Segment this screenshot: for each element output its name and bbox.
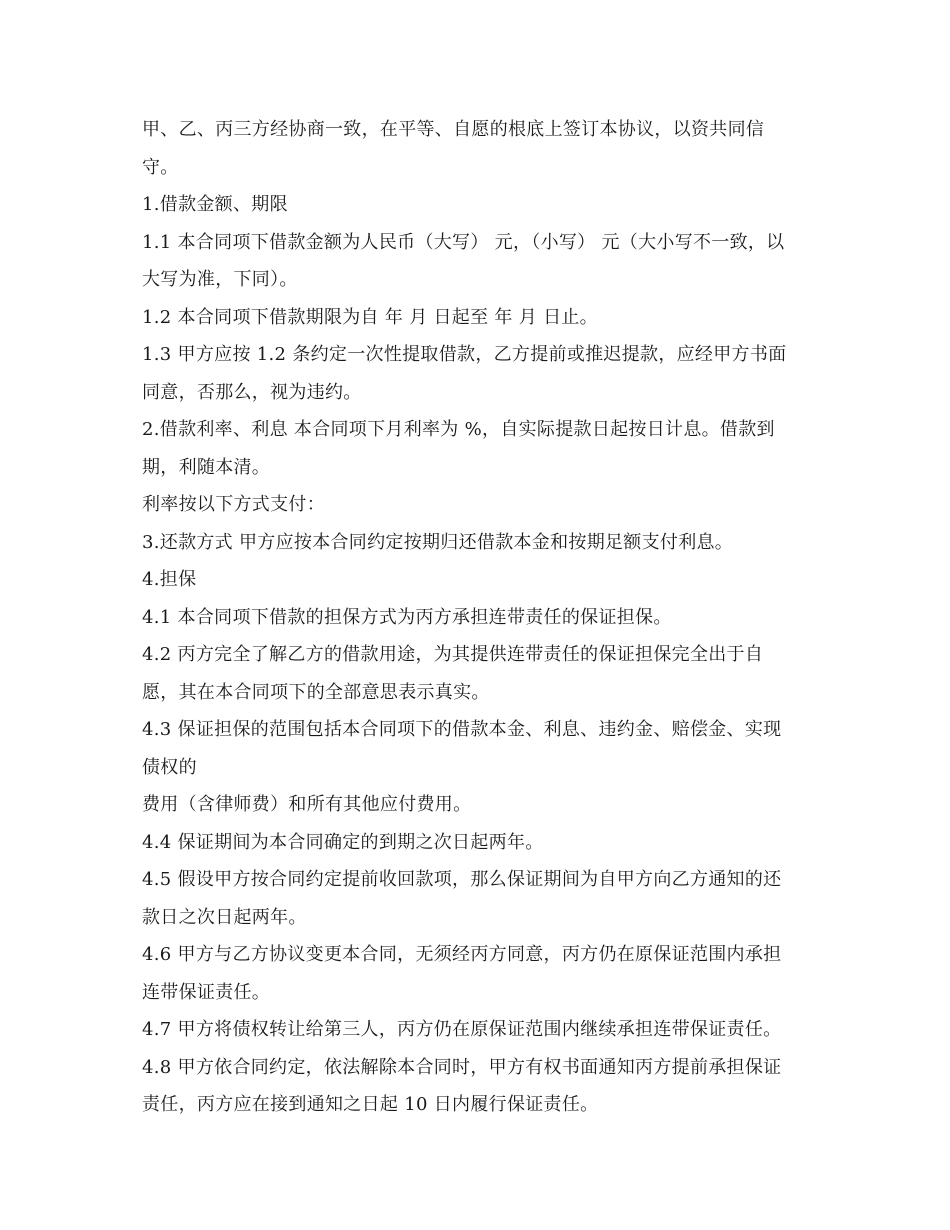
text-line: 4.7 甲方将债权转让给第三人，丙方仍在原保证范围内继续承担连带保证责任。 <box>142 1019 782 1040</box>
text-line: 4.5 假设甲方按合同约定提前收回款项，那么保证期间为自甲方向乙方通知的还 <box>142 869 782 890</box>
text-line: 1.2 本合同项下借款期限为自 年 月 日起至 年 月 日止。 <box>142 306 598 328</box>
text-line: 期，利随本清。 <box>142 456 271 478</box>
text-line: 守。 <box>142 156 179 178</box>
text-line: 连带保证责任。 <box>142 981 271 1003</box>
text-line: 债权的 <box>142 756 197 778</box>
text-line: 大写为准，下同）。 <box>142 269 298 290</box>
text-line: 款日之次日起两年。 <box>142 906 307 928</box>
text-line: 4.6 甲方与乙方协议变更本合同，无须经丙方同意，丙方仍在原保证范围内承担 <box>142 944 782 965</box>
text-line: 1.1 本合同项下借款金额为人民币（大写） 元，（小写） 元（大小写不一致，以 <box>142 231 785 253</box>
section-heading: 1.借款金额、期限 <box>142 194 288 215</box>
section-heading: 4.担保 <box>142 569 197 590</box>
document-body <box>142 111 812 1124</box>
text-line: 同意，否那么，视为违约。 <box>142 381 362 403</box>
text-line: 利率按以下方式支付： <box>142 494 325 515</box>
text-line: 甲、乙、丙三方经协商一致，在平等、自愿的根底上签订本协议，以资共同信 <box>142 119 765 140</box>
text-line: 1.3 甲方应按 1.2 条约定一次性提取借款，乙方提前或推迟提款，应经甲方书面 <box>142 344 787 365</box>
text-line: 愿，其在本合同项下的全部意思表示真实。 <box>142 681 490 703</box>
text-line: 2.借款利率、利息 本合同项下月利率为 %，自实际提款日起按日计息。借款到 <box>142 419 775 440</box>
text-line: 4.2 丙方完全了解乙方的借款用途，为其提供连带责任的保证担保完全出于自 <box>142 644 764 665</box>
text-line: 费用（含律师费）和所有其他应付费用。 <box>142 794 472 815</box>
text-line: 责任，丙方应在接到通知之日起 10 日内履行保证责任。 <box>142 1094 599 1115</box>
text-line: 4.1 本合同项下借款的担保方式为丙方承担连带责任的保证担保。 <box>142 606 672 628</box>
text-line: 3.还款方式 甲方应按本合同约定按期归还借款本金和按期足额支付利息。 <box>142 531 734 553</box>
text-line: 4.8 甲方依合同约定，依法解除本合同时，甲方有权书面通知丙方提前承担保证 <box>142 1056 782 1078</box>
text-line: 4.3 保证担保的范围包括本合同项下的借款本金、利息、违约金、赔偿金、实现 <box>142 719 782 740</box>
text-line: 4.4 保证期间为本合同确定的到期之次日起两年。 <box>142 831 544 853</box>
